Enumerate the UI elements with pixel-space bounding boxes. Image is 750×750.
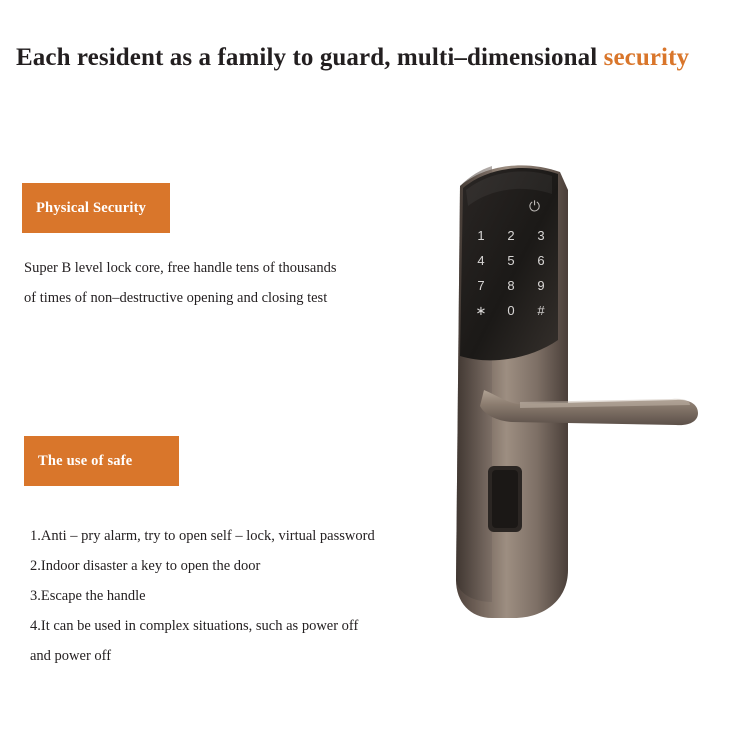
list-item: 3.Escape the handle	[30, 588, 146, 604]
keypad-key[interactable]: 4	[477, 253, 485, 268]
physical-security-line-2: of times of non–destructive opening and closing test	[24, 290, 328, 306]
physical-security-paragraph	[24, 253, 444, 313]
keypad-key[interactable]: 5	[507, 253, 515, 268]
page-title-main: Each resident as a family to guard, multi–dimensional	[16, 44, 604, 71]
section-tag-physical-security	[22, 183, 170, 233]
keypad-key[interactable]: 3	[537, 228, 545, 243]
fingerprint-sensor-inner	[492, 470, 518, 528]
product-image-smart-door-lock	[440, 150, 740, 650]
keypad-key[interactable]: #	[537, 303, 545, 318]
section-tag-physical-security-label: Physical Security	[36, 199, 147, 216]
keypad-key[interactable]: ∗	[475, 302, 487, 318]
page-title-accent: security	[603, 44, 690, 71]
power-icon[interactable]: ⏻	[529, 198, 541, 214]
keypad-key[interactable]: 1	[477, 228, 485, 243]
use-of-safe-list	[30, 521, 460, 671]
keypad-key[interactable]: 2	[507, 228, 515, 243]
keypad[interactable]	[466, 223, 556, 323]
section-tag-use-of-safe-label: The use of safe	[38, 452, 133, 469]
list-item: and power off	[30, 648, 112, 664]
keypad-key[interactable]: 9	[537, 278, 545, 293]
physical-security-line-1: Super B level lock core, free handle tens of thousands	[24, 260, 337, 276]
list-item: 4.It can be used in complex situations, such as power off	[30, 618, 359, 634]
page-title	[16, 44, 750, 72]
keypad-key[interactable]: 7	[477, 278, 485, 293]
list-item: 2.Indoor disaster a key to open the door	[30, 558, 261, 574]
keypad-key[interactable]: 8	[507, 278, 515, 293]
keypad-key[interactable]: 0	[507, 303, 515, 318]
keypad-key[interactable]: 6	[537, 253, 545, 268]
list-item: 1.Anti – pry alarm, try to open self – lock, virtual password	[30, 528, 375, 544]
section-tag-use-of-safe	[24, 436, 179, 486]
